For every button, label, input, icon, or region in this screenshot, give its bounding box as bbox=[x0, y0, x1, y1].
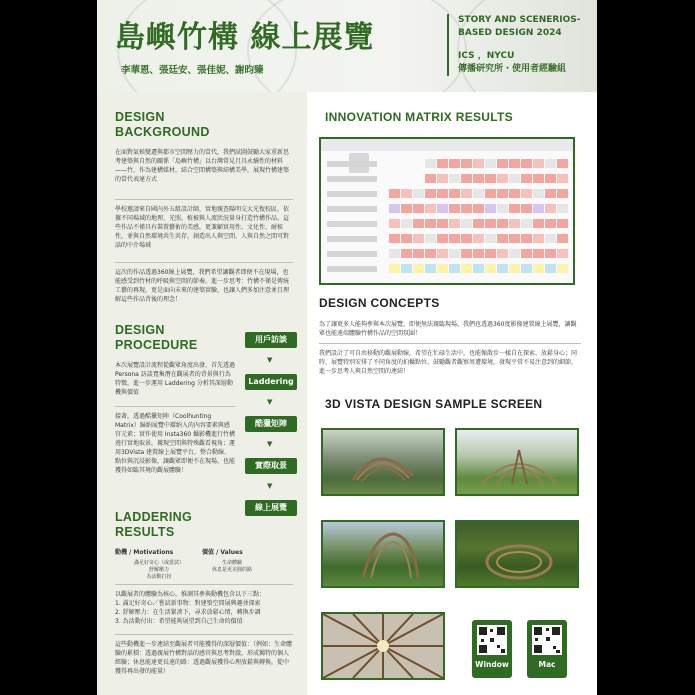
matrix-cell bbox=[437, 249, 448, 258]
poster-title: 島嶼竹構 線上展覽 bbox=[115, 20, 375, 55]
divider bbox=[319, 343, 581, 344]
matrix-cell bbox=[533, 249, 544, 258]
matrix-cell bbox=[449, 189, 460, 198]
matrix-cell bbox=[521, 264, 532, 273]
matrix-cell bbox=[557, 204, 568, 213]
values-header: 價值 / Values bbox=[202, 549, 243, 556]
matrix-cell bbox=[473, 204, 484, 213]
matrix-cell bbox=[473, 249, 484, 258]
step-site-shooting: 實際取景 bbox=[245, 458, 297, 474]
matrix-row-label bbox=[327, 266, 377, 272]
heading-line: DESIGN bbox=[115, 323, 165, 337]
matrix-cell bbox=[425, 234, 436, 243]
matrix-cell bbox=[425, 249, 436, 258]
matrix-cell bbox=[521, 174, 532, 183]
matrix-cell bbox=[485, 219, 496, 228]
poster-header bbox=[97, 0, 597, 92]
background-paragraph-3: 這次的作品透過360線上展覽，我們希望讓觀者即便不在現場，也能感受到竹材的呼吸與空間的節奏，進一步思考：竹構不僅是傳統工藝的再現，更是面向未來的建築實驗，也讓人們多加注意並且理解這些作品背後的理念！ bbox=[115, 269, 290, 303]
matrix-cell bbox=[509, 159, 520, 168]
authors: 李華恩、張廷安、張佳妮、謝昀臻 bbox=[121, 65, 264, 76]
matrix-cell bbox=[473, 174, 484, 183]
matrix-cell bbox=[473, 189, 484, 198]
laddering-list-item: 2. 舒解壓力：在生活緊湊下，尋求放鬆心情，轉換步調 bbox=[115, 609, 261, 616]
laddering-list bbox=[115, 599, 293, 626]
design-background-heading bbox=[115, 110, 210, 140]
qr-pattern bbox=[532, 625, 562, 655]
heading-line: PROCEDURE bbox=[115, 338, 198, 352]
matrix-cell bbox=[533, 204, 544, 213]
divider bbox=[115, 634, 293, 635]
vista-heading: 3D VISTA DESIGN SAMPLE SCREEN bbox=[325, 397, 543, 411]
innovation-matrix-heading: INNOVATION MATRIX RESULTS bbox=[325, 110, 513, 124]
matrix-cell bbox=[533, 189, 544, 198]
matrix-cell bbox=[509, 264, 520, 273]
matrix-cell bbox=[533, 174, 544, 183]
matrix-cell bbox=[533, 219, 544, 228]
matrix-cell bbox=[401, 219, 412, 228]
matrix-cell bbox=[461, 189, 472, 198]
matrix-cell bbox=[449, 264, 460, 273]
heading-line: BACKGROUND bbox=[115, 125, 210, 139]
step-coolhunting-matrix: 酷獵矩陣 bbox=[245, 416, 297, 432]
bamboo-structure-image bbox=[323, 430, 443, 494]
matrix-cell bbox=[461, 249, 472, 258]
matrix-cell bbox=[437, 159, 448, 168]
matrix-cell bbox=[557, 264, 568, 273]
matrix-cell bbox=[401, 234, 412, 243]
arrow-down-icon: ▼ bbox=[267, 482, 273, 490]
design-procedure-heading bbox=[115, 323, 198, 353]
matrix-row-label bbox=[327, 221, 377, 227]
matrix-cell bbox=[437, 174, 448, 183]
header-divider bbox=[447, 14, 449, 76]
matrix-cell bbox=[461, 264, 472, 273]
arrow-down-icon: ▼ bbox=[267, 398, 273, 406]
matrix-cell bbox=[557, 189, 568, 198]
matrix-cell bbox=[389, 264, 400, 273]
matrix-cell bbox=[437, 204, 448, 213]
organization-line1: ICS ，NYCU bbox=[458, 51, 515, 61]
matrix-cell bbox=[461, 234, 472, 243]
poster bbox=[97, 0, 597, 695]
matrix-cell bbox=[461, 159, 472, 168]
heading-line: DESIGN bbox=[115, 110, 165, 124]
step-laddering: Laddering bbox=[245, 374, 297, 390]
matrix-row-label bbox=[327, 251, 377, 257]
value-item: 休息是更美圓的路 bbox=[211, 567, 252, 573]
matrix-row-label bbox=[327, 236, 377, 242]
vista-sample-4 bbox=[455, 520, 579, 588]
organization-line2: 傳播研究所・使用者經驗組 bbox=[458, 64, 567, 74]
matrix-cell bbox=[509, 189, 520, 198]
matrix-cell bbox=[509, 249, 520, 258]
matrix-cell bbox=[497, 159, 508, 168]
bamboo-structure-image bbox=[457, 522, 577, 586]
matrix-cell bbox=[425, 264, 436, 273]
matrix-cell bbox=[557, 159, 568, 168]
arrow-down-icon: ▼ bbox=[267, 440, 273, 448]
motivation-item: 舒解壓力 bbox=[148, 567, 169, 573]
step-user-interview: 用戶訪談 bbox=[245, 332, 297, 348]
matrix-cell bbox=[401, 249, 412, 258]
matrix-cell bbox=[521, 204, 532, 213]
motivation-item: 滿足好奇心（或當試） bbox=[133, 560, 184, 566]
vista-sample-1 bbox=[321, 428, 445, 496]
divider bbox=[115, 584, 293, 585]
matrix-cell bbox=[401, 264, 412, 273]
matrix-cell bbox=[545, 204, 556, 213]
matrix-cell bbox=[473, 219, 484, 228]
matrix-cell bbox=[425, 189, 436, 198]
matrix-cell bbox=[545, 159, 556, 168]
arrow-down-icon: ▼ bbox=[267, 356, 273, 364]
matrix-toolbar bbox=[321, 139, 573, 151]
matrix-cell bbox=[557, 249, 568, 258]
laddering-results-heading bbox=[115, 510, 192, 540]
matrix-cell bbox=[521, 249, 532, 258]
matrix-cell bbox=[521, 159, 532, 168]
matrix-cell bbox=[449, 234, 460, 243]
course-title bbox=[458, 14, 588, 40]
qr-code-icon bbox=[532, 625, 562, 655]
matrix-cell bbox=[413, 249, 424, 258]
course-title-line1: STORY AND SCENERIOS- bbox=[458, 15, 581, 25]
laddering-paragraph-1: 以觀展者的體驗為核心，推測其參與動機包含以下三點： bbox=[115, 591, 266, 598]
matrix-cell bbox=[533, 264, 544, 273]
background-paragraph-2: 學校邀請來自國內外五組設計師，實地親查陽明交大光復校區，依據不同場域的地理、光照、植被與人流狀況量身打造竹構作品。這些作品不僅具有裝置藝術的美感，更兼顧實用性、文化性、耐候性，並與自然環境共生共存，創造出人與空間、人與自然之間可對話的中介場域 bbox=[115, 206, 290, 249]
qr-pattern bbox=[477, 625, 507, 655]
matrix-cell bbox=[485, 159, 496, 168]
matrix-cell bbox=[485, 189, 496, 198]
matrix-row-label bbox=[327, 161, 377, 167]
matrix-row-label bbox=[327, 191, 377, 197]
background-paragraph-1: 在面對氣候變遷與都市空間壓力的當代，我們試圖鼓勵大家重新思考建築與自然的關係「島嶼竹構」以台灣常見且具永續性的材料——竹，作為建構媒材，結合空間構築與結構美學，展現竹構建築的當代表達方式 bbox=[115, 149, 290, 183]
matrix-cell bbox=[473, 159, 484, 168]
matrix-cell bbox=[509, 234, 520, 243]
matrix-cell bbox=[449, 249, 460, 258]
matrix-row-label bbox=[327, 206, 377, 212]
matrix-cell bbox=[389, 219, 400, 228]
motivations-header: 動機 / Motivations bbox=[115, 549, 174, 556]
matrix-cell bbox=[461, 204, 472, 213]
matrix-cell bbox=[497, 264, 508, 273]
matrix-cell bbox=[557, 219, 568, 228]
matrix-cell bbox=[545, 174, 556, 183]
value-item: 生命體驗 bbox=[221, 560, 242, 566]
qr-mac-label: Mac bbox=[538, 660, 556, 669]
laddering-paragraph-2: 這些動機進一步連結至觀展者可能獲得的深層價值：（例如：生命體驗的累積：透過親展竹構對話的感官與思考對澈，形成獨特的個人經驗；休息能達更長遠的路：透過觀展獲得心理放鬆與轉換，從中獲得再出發的能量） bbox=[115, 641, 293, 675]
qr-window-label: Window bbox=[475, 660, 509, 669]
vista-sample-3 bbox=[321, 520, 445, 588]
matrix-cell bbox=[389, 204, 400, 213]
matrix-cell bbox=[497, 204, 508, 213]
matrix-cell bbox=[449, 204, 460, 213]
matrix-cell bbox=[389, 234, 400, 243]
procedure-paragraph-2: 接著，透過酷獵矩陣（Coolhunting Matrix）歸納展覽中環納入的內容要素與感官元素；實作使用 Insta360 攝影機進行竹構遶行實地取景，據現空間與特殊觀看視角；運用3DVista 建置線上展覽平台，整合動線、點位與沉浸影像，讓觀眾即便不在現場，也能獲得如臨其境的觀展體驗！ bbox=[115, 413, 236, 474]
matrix-cell bbox=[413, 189, 424, 198]
concepts-paragraph-2: 我們設計了可自由移動的觀展動線，希望在忙碌生活中，也能像散步一樣自在探索、放鬆身心；同時，展覽特別安排了不同角度的拍攝點位，鼓勵觀者觀察周遭環境，發現平常不易注意到的細節，進一步思考人與自然空間的連結！ bbox=[319, 350, 578, 375]
qr-mac[interactable] bbox=[527, 620, 567, 678]
laddering-list-item: 3. 為活動付出：希望能夠展望到自己生命的價值 bbox=[115, 618, 243, 625]
matrix-cell bbox=[497, 189, 508, 198]
motivation-item: 為活動打扮 bbox=[146, 574, 172, 580]
matrix-cell bbox=[449, 159, 460, 168]
step-online-exhibition: 線上展覽 bbox=[245, 500, 297, 516]
left-column bbox=[97, 92, 307, 695]
matrix-cell bbox=[485, 249, 496, 258]
matrix-cell bbox=[485, 264, 496, 273]
matrix-cell bbox=[461, 219, 472, 228]
divider bbox=[115, 262, 293, 263]
divider bbox=[115, 199, 293, 200]
matrix-cell bbox=[545, 264, 556, 273]
innovation-matrix-image bbox=[319, 137, 575, 285]
matrix-cell bbox=[449, 174, 460, 183]
design-concepts-heading: DESIGN CONCEPTS bbox=[319, 296, 440, 310]
matrix-cell bbox=[461, 174, 472, 183]
divider bbox=[115, 406, 235, 407]
matrix-cell bbox=[389, 189, 400, 198]
matrix-cell bbox=[545, 189, 556, 198]
matrix-cell bbox=[401, 189, 412, 198]
procedure-paragraph-1: 本次展覽設計流程從觀眾角度出發，首先透過 Persona 訪談寬集潛在觀展者的背景與行為特徵，進一步運用 Laddering 分析其深層動機與價值 bbox=[115, 362, 236, 396]
matrix-cell bbox=[425, 204, 436, 213]
bamboo-structure-image bbox=[323, 522, 443, 586]
qr-window[interactable] bbox=[472, 620, 512, 678]
qr-code-icon bbox=[477, 625, 507, 655]
matrix-cell bbox=[545, 219, 556, 228]
matrix-cell bbox=[425, 159, 436, 168]
matrix-cell bbox=[401, 204, 412, 213]
matrix-cell bbox=[509, 204, 520, 213]
matrix-cell bbox=[509, 174, 520, 183]
matrix-cell bbox=[521, 189, 532, 198]
vista-sample-5 bbox=[321, 612, 445, 680]
matrix-cell bbox=[497, 219, 508, 228]
matrix-cell bbox=[413, 264, 424, 273]
matrix-cell bbox=[413, 204, 424, 213]
matrix-cell bbox=[473, 264, 484, 273]
concepts-paragraph-1: 為了讓更多人能夠參與本次展覽，即便無法親臨現場，我們也透過360度影像建置線上展覽，讓觀眾也能遠端體驗竹構作品的空間氛圍！ bbox=[319, 321, 577, 337]
matrix-cell bbox=[389, 249, 400, 258]
matrix-cell bbox=[557, 234, 568, 243]
matrix-row-label bbox=[327, 176, 377, 182]
matrix-cell bbox=[509, 219, 520, 228]
matrix-cell bbox=[425, 174, 436, 183]
matrix-cell bbox=[533, 234, 544, 243]
heading-line: LADDERING bbox=[115, 510, 193, 524]
matrix-cell bbox=[485, 204, 496, 213]
vista-sample-2 bbox=[455, 428, 579, 496]
matrix-cell bbox=[521, 234, 532, 243]
matrix-cell bbox=[497, 249, 508, 258]
values-list bbox=[207, 560, 257, 574]
matrix-cell bbox=[473, 234, 484, 243]
matrix-cell bbox=[521, 219, 532, 228]
matrix-cell bbox=[437, 264, 448, 273]
matrix-cell bbox=[485, 174, 496, 183]
laddering-list-item: 1. 滿足好奇心／嘗試新事物：對建築空間展興趣並探索 bbox=[115, 600, 261, 607]
matrix-cell bbox=[425, 219, 436, 228]
course-title-line2: BASED DESIGN 2024 bbox=[458, 28, 562, 38]
matrix-cell bbox=[413, 234, 424, 243]
bamboo-structure-image bbox=[457, 430, 577, 494]
right-column bbox=[307, 92, 597, 695]
matrix-cell bbox=[485, 234, 496, 243]
matrix-cell bbox=[497, 234, 508, 243]
bamboo-radial-image bbox=[323, 614, 443, 678]
matrix-cell bbox=[449, 219, 460, 228]
organization bbox=[458, 50, 593, 76]
heading-line: RESULTS bbox=[115, 525, 175, 539]
matrix-cell bbox=[497, 174, 508, 183]
matrix-cell bbox=[533, 159, 544, 168]
matrix-cell bbox=[437, 189, 448, 198]
matrix-cell bbox=[437, 219, 448, 228]
matrix-cell bbox=[545, 249, 556, 258]
motivations-list bbox=[129, 560, 189, 581]
matrix-cell bbox=[437, 234, 448, 243]
matrix-cell bbox=[557, 174, 568, 183]
matrix-cell bbox=[413, 219, 424, 228]
matrix-cell bbox=[545, 234, 556, 243]
